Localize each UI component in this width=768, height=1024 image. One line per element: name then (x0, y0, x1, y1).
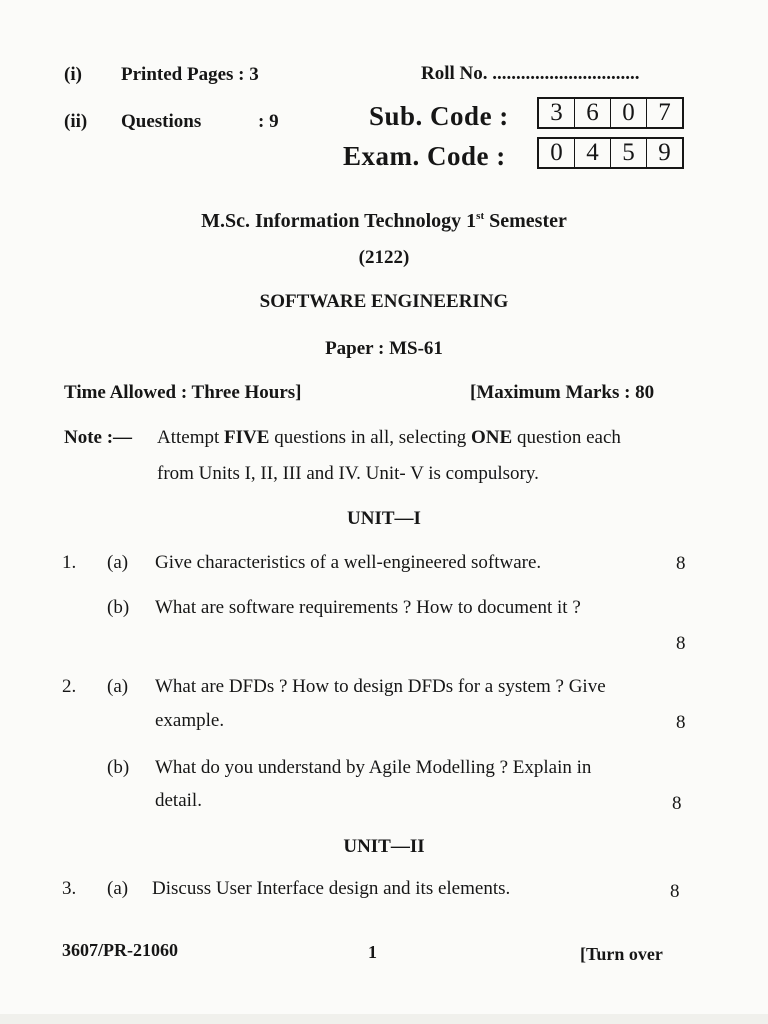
exam-code-digit: 9 (646, 139, 682, 167)
note-label: Note :— (64, 427, 133, 448)
question-text-line2: detail. (155, 790, 202, 811)
questions-number: (ii) (64, 111, 88, 132)
program-title: M.Sc. Information Technology 1st Semester (201, 210, 567, 232)
question-marks: 8 (676, 633, 686, 654)
note-text-line2: from Units I, II, III and IV. Unit- V is compulsory. (157, 463, 539, 484)
paper-code: Paper : MS-61 (325, 338, 443, 359)
subject-code-digit: 3 (550, 99, 563, 126)
question-number: 1. (62, 552, 77, 573)
question-text: What are software requirements ? How to document it ? (155, 597, 581, 618)
subject-code-digit: 7 (646, 99, 682, 127)
page-bottom-edge (0, 1014, 768, 1024)
footer-page-number: 1 (368, 942, 377, 962)
unit-heading: UNIT—II (343, 836, 425, 857)
note-text: Attempt FIVE questions in all, selecting ONE question each (157, 427, 621, 448)
year-code: (2122) (358, 247, 410, 268)
questions-label: Questions (121, 111, 202, 132)
subject-code-digit: 0 (610, 99, 646, 127)
printed-pages-label: Printed Pages : 3 (121, 64, 259, 85)
question-part: (a) (107, 552, 129, 573)
question-number: 2. (62, 676, 77, 697)
unit-heading: UNIT—I (347, 508, 421, 529)
question-marks: 8 (670, 881, 680, 902)
footer-paper-code: 3607/PR-21060 (62, 940, 178, 960)
subject-title: SOFTWARE ENGINEERING (259, 291, 509, 312)
exam-code-boxes (537, 137, 684, 169)
footer-turn-over: [Turn over (580, 944, 663, 964)
maximum-marks: [Maximum Marks : 80 (470, 382, 655, 403)
time-allowed: Time Allowed : Three Hours] (64, 382, 302, 403)
question-text: Discuss User Interface design and its elements. (152, 878, 511, 899)
question-marks: 8 (676, 553, 686, 574)
subject-code-label: Sub. Code : (369, 101, 509, 131)
question-part: (b) (107, 597, 130, 618)
subject-code-digit: 6 (574, 99, 610, 127)
question-marks: 8 (672, 793, 682, 814)
question-part: (a) (107, 676, 129, 697)
exam-code-label: Exam. Code : (343, 141, 506, 171)
question-part: (a) (107, 878, 129, 899)
question-text-line2: example. (155, 710, 225, 731)
exam-code-digit: 0 (550, 139, 563, 166)
question-text: Give characteristics of a well-engineered software. (155, 552, 542, 573)
question-number: 3. (62, 878, 77, 899)
printed-pages-number: (i) (64, 64, 82, 85)
question-marks: 8 (676, 712, 686, 733)
subject-code-boxes (537, 97, 684, 129)
question-text: What are DFDs ? How to design DFDs for a system ? Give (155, 676, 606, 697)
question-text: What do you understand by Agile Modelling ? Explain in (155, 757, 592, 778)
exam-code-digit: 5 (610, 139, 646, 167)
roll-number-field: Roll No. ............................... (421, 63, 640, 84)
question-part: (b) (107, 757, 130, 778)
questions-count: : 9 (258, 111, 279, 132)
exam-code-digit: 4 (574, 139, 610, 167)
